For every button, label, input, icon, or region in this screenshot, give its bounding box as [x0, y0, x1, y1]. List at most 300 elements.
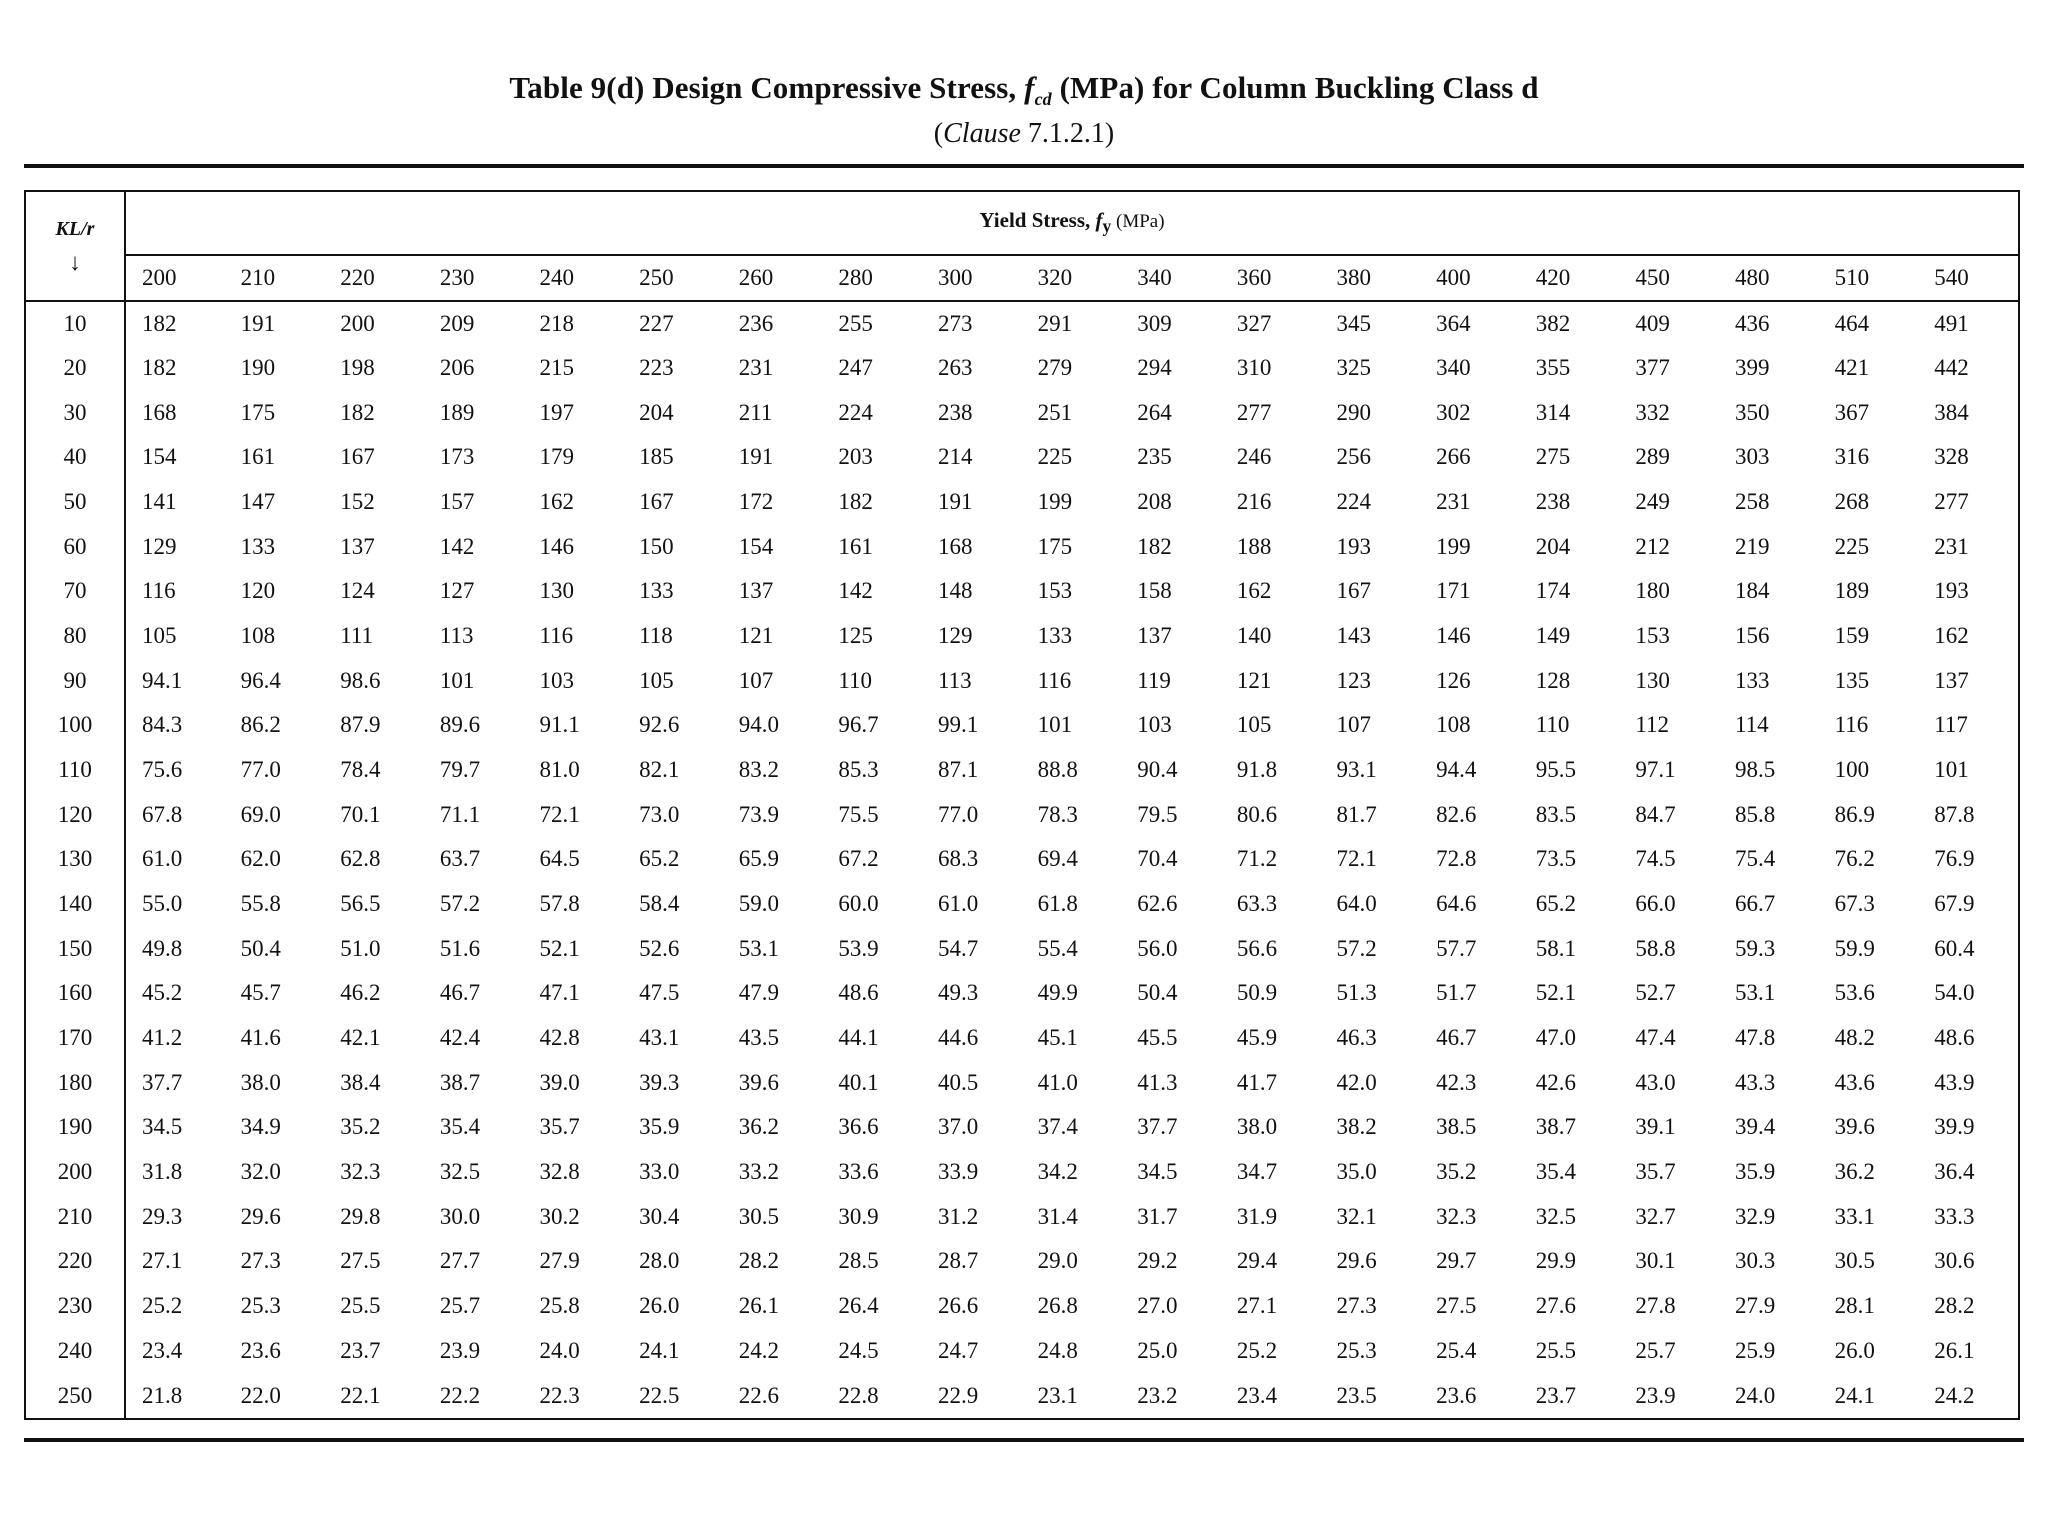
table-cell: 45.5 — [1137, 1025, 1178, 1051]
table-cell: 42.0 — [1336, 1069, 1377, 1095]
row-klr-label: 90 — [26, 658, 125, 703]
table-cell: 116 — [539, 623, 574, 649]
table-cell: 121 — [1236, 667, 1272, 693]
table-cell: 32.1 — [1336, 1203, 1377, 1229]
table-cell: 24.0 — [539, 1337, 580, 1363]
table-cell: 34.7 — [1236, 1159, 1278, 1185]
table-cell: 108 — [240, 623, 276, 649]
table-cell: 291 — [1037, 310, 1073, 336]
table-cell: 367 — [1834, 399, 1870, 425]
title-prefix: Table 9(d) Design Compressive Stress, — [509, 70, 1025, 105]
table-cell: 90.4 — [1137, 757, 1178, 783]
table-cell: 29.7 — [1436, 1248, 1477, 1274]
column-header-fy-420: 420 — [1520, 255, 1620, 301]
table-cell: 113 — [439, 623, 474, 649]
table-cell: 23.7 — [340, 1337, 381, 1363]
table-cell: 28.0 — [639, 1248, 680, 1274]
table-cell: 45.1 — [1037, 1025, 1078, 1051]
column-header-fy-360: 360 — [1221, 255, 1321, 301]
table-cell: 29.6 — [240, 1203, 281, 1229]
table-cell: 25.5 — [340, 1293, 381, 1319]
table-cell: 103 — [1137, 712, 1172, 738]
table-cell: 32.3 — [1436, 1203, 1477, 1229]
top-rule — [24, 164, 2024, 168]
table-cell: 56.5 — [340, 891, 381, 917]
table-cell: 32.7 — [1635, 1203, 1676, 1229]
table-cell: 294 — [1137, 355, 1172, 380]
table-cell: 96.4 — [240, 667, 281, 693]
table-cell: 38.7 — [439, 1069, 481, 1095]
table-cell: 184 — [1735, 578, 1770, 604]
table-cell: 24.7 — [938, 1337, 979, 1363]
table-cell: 51.7 — [1436, 980, 1477, 1006]
table-cell: 38.0 — [240, 1069, 281, 1095]
table-cell: 464 — [1834, 310, 1870, 336]
table-cell: 191 — [738, 444, 774, 470]
table-row — [26, 1194, 2018, 1239]
table-cell: 60.0 — [838, 891, 879, 917]
table-row — [26, 926, 2018, 971]
table-cell: 56.0 — [1137, 935, 1178, 961]
row-klr-label: 10 — [26, 301, 125, 346]
table-cell: 148 — [938, 578, 973, 604]
table-cell: 289 — [1635, 444, 1670, 470]
table-cell: 173 — [439, 444, 475, 470]
table-cell: 235 — [1137, 444, 1172, 470]
table-cell: 182 — [838, 489, 873, 515]
row-klr-label: 80 — [26, 614, 125, 659]
table-cell: 66.0 — [1635, 891, 1676, 917]
table-cell: 73.5 — [1535, 846, 1576, 872]
table-cell: 53.6 — [1834, 980, 1875, 1006]
table-cell: 72.1 — [1336, 846, 1377, 872]
bottom-rule — [24, 1438, 2024, 1442]
table-cell: 92.6 — [639, 712, 680, 738]
table-cell: 223 — [639, 355, 674, 380]
table-cell: 35.4 — [1535, 1159, 1576, 1185]
table-cell: 57.2 — [439, 891, 481, 917]
table-cell: 76.2 — [1834, 846, 1875, 872]
table-cell: 161 — [838, 533, 873, 559]
table-cell: 87.1 — [938, 757, 979, 783]
table-cell: 29.0 — [1037, 1248, 1078, 1274]
column-header-fy-510: 510 — [1819, 255, 1919, 301]
table-cell: 32.8 — [539, 1159, 580, 1185]
table-cell: 153 — [1037, 578, 1073, 604]
table-cell: 87.9 — [340, 712, 381, 738]
table-cell: 146 — [539, 533, 574, 559]
table-cell: 42.6 — [1535, 1069, 1576, 1095]
table-cell: 182 — [142, 310, 177, 336]
table-cell: 147 — [240, 489, 276, 515]
table-cell: 137 — [1934, 667, 1969, 693]
table-cell: 75.4 — [1735, 846, 1776, 872]
row-klr-label: 20 — [26, 346, 125, 391]
table-cell: 34.9 — [240, 1114, 281, 1140]
table-cell: 22.5 — [639, 1382, 680, 1408]
table-cell: 23.9 — [1635, 1382, 1676, 1408]
table-cell: 27.5 — [340, 1248, 381, 1274]
table-row — [26, 1328, 2018, 1373]
table-cell: 84.3 — [142, 712, 183, 738]
table-cell: 26.1 — [738, 1293, 779, 1319]
table-cell: 436 — [1735, 310, 1770, 336]
table-cell: 175 — [240, 399, 276, 425]
table-cell: 44.1 — [838, 1025, 879, 1051]
table-cell: 149 — [1535, 623, 1571, 649]
table-cell: 31.8 — [142, 1159, 183, 1185]
row-klr-label: 130 — [26, 837, 125, 882]
table-cell: 43.3 — [1735, 1069, 1776, 1095]
table-cell: 103 — [539, 667, 574, 693]
table-cell: 48.6 — [838, 980, 879, 1006]
table-cell: 27.9 — [539, 1248, 580, 1274]
table-cell: 67.8 — [142, 801, 183, 827]
table-cell: 34.5 — [1137, 1159, 1178, 1185]
clause-word: Clause — [943, 118, 1021, 149]
table-cell: 59.9 — [1834, 935, 1875, 961]
table-cell: 25.3 — [1336, 1337, 1377, 1363]
table-cell: 399 — [1735, 355, 1770, 380]
table-cell: 107 — [1336, 712, 1371, 738]
table-cell: 75.5 — [838, 801, 879, 827]
row-klr-label: 120 — [26, 792, 125, 837]
table-cell: 79.7 — [439, 757, 481, 783]
table-cell: 231 — [738, 355, 774, 380]
table-cell: 31.2 — [938, 1203, 979, 1229]
table-cell: 309 — [1137, 310, 1172, 336]
table-row — [26, 1016, 2018, 1061]
table-cell: 29.6 — [1336, 1248, 1377, 1274]
table-cell: 80.6 — [1236, 801, 1278, 827]
column-header-fy-480: 480 — [1719, 255, 1819, 301]
table-cell: 112 — [1635, 712, 1670, 738]
table-cell: 67.2 — [838, 846, 879, 872]
table-cell: 77.0 — [240, 757, 281, 783]
table-cell: 133 — [1735, 667, 1770, 693]
table-cell: 35.2 — [1436, 1159, 1477, 1185]
table-cell: 43.1 — [639, 1025, 680, 1051]
table-cell: 98.5 — [1735, 757, 1776, 783]
table-cell: 137 — [738, 578, 774, 604]
table-cell: 57.8 — [539, 891, 580, 917]
table-cell: 39.1 — [1635, 1114, 1676, 1140]
table-cell: 325 — [1336, 355, 1371, 380]
table-row — [26, 1284, 2018, 1329]
table-cell: 157 — [439, 489, 475, 515]
table-cell: 203 — [838, 444, 873, 470]
table-cell: 46.7 — [439, 980, 481, 1006]
table-cell: 118 — [639, 623, 673, 649]
table-cell: 29.8 — [340, 1203, 381, 1229]
table-cell: 32.5 — [439, 1159, 481, 1185]
row-klr-label: 70 — [26, 569, 125, 614]
table-cell: 142 — [838, 578, 873, 604]
table-cell: 146 — [1436, 623, 1471, 649]
table-cell: 38.0 — [1236, 1114, 1278, 1140]
table-cell: 32.5 — [1535, 1203, 1576, 1229]
table-cell: 384 — [1934, 399, 1969, 425]
table-cell: 28.5 — [838, 1248, 879, 1274]
table-cell: 33.6 — [838, 1159, 879, 1185]
table-row — [26, 1239, 2018, 1284]
table-cell: 55.8 — [240, 891, 281, 917]
table-cell: 52.6 — [639, 935, 680, 961]
table-cell: 216 — [1236, 489, 1272, 515]
table-cell: 83.2 — [738, 757, 779, 783]
table-cell: 23.5 — [1336, 1382, 1377, 1408]
table-cell: 70.4 — [1137, 846, 1178, 872]
table-cell: 44.6 — [938, 1025, 979, 1051]
table-cell: 107 — [738, 667, 774, 693]
table-cell: 158 — [1137, 578, 1172, 604]
table-cell: 27.1 — [142, 1248, 183, 1274]
table-cell: 41.0 — [1037, 1069, 1078, 1095]
table-cell: 50.9 — [1236, 980, 1278, 1006]
table-cell: 31.7 — [1137, 1203, 1178, 1229]
table-cell: 141 — [142, 489, 177, 515]
table-cell: 23.1 — [1037, 1382, 1078, 1408]
table-cell: 193 — [1336, 533, 1371, 559]
row-klr-label: 190 — [26, 1105, 125, 1150]
table-cell: 82.6 — [1436, 801, 1477, 827]
stress-table-frame — [24, 190, 2020, 1420]
table-cell: 37.4 — [1037, 1114, 1078, 1140]
table-cell: 212 — [1635, 533, 1670, 559]
table-cell: 150 — [639, 533, 674, 559]
table-cell: 23.6 — [240, 1337, 281, 1363]
table-cell: 29.3 — [142, 1203, 183, 1229]
table-cell: 48.2 — [1834, 1025, 1875, 1051]
table-cell: 302 — [1436, 399, 1471, 425]
table-cell: 51.6 — [439, 935, 481, 961]
table-cell: 59.0 — [738, 891, 779, 917]
table-cell: 99.1 — [938, 712, 979, 738]
row-klr-label: 150 — [26, 926, 125, 971]
table-cell: 36.6 — [838, 1114, 879, 1140]
table-cell: 82.1 — [639, 757, 680, 783]
table-cell: 32.9 — [1735, 1203, 1776, 1229]
table-cell: 197 — [539, 399, 574, 425]
table-cell: 303 — [1735, 444, 1770, 470]
table-cell: 421 — [1834, 355, 1870, 380]
table-cell: 26.8 — [1037, 1293, 1078, 1319]
table-cell: 42.3 — [1436, 1069, 1477, 1095]
table-cell: 30.0 — [439, 1203, 481, 1229]
table-cell: 130 — [1635, 667, 1670, 693]
table-cell: 53.1 — [738, 935, 779, 961]
yield-stress-unit: (MPa) — [1111, 211, 1165, 233]
table-cell: 83.5 — [1535, 801, 1576, 827]
table-cell: 52.7 — [1635, 980, 1676, 1006]
table-cell: 30.3 — [1735, 1248, 1776, 1274]
table-cell: 57.2 — [1336, 935, 1377, 961]
table-cell: 58.8 — [1635, 935, 1676, 961]
table-cell: 36.2 — [1834, 1159, 1875, 1185]
column-header-fy-320: 320 — [1022, 255, 1122, 301]
table-cell: 41.7 — [1236, 1069, 1278, 1095]
column-header-fy-340: 340 — [1121, 255, 1221, 301]
table-cell: 38.4 — [340, 1069, 381, 1095]
table-cell: 111 — [340, 623, 374, 649]
table-cell: 133 — [1037, 623, 1073, 649]
table-cell: 69.0 — [240, 801, 281, 827]
table-cell: 23.2 — [1137, 1382, 1178, 1408]
down-arrow-icon: ↓ — [69, 250, 81, 276]
column-header-fy-540: 540 — [1918, 255, 2018, 301]
table-cell: 204 — [1535, 533, 1571, 559]
table-cell: 23.7 — [1535, 1382, 1576, 1408]
table-cell: 199 — [1037, 489, 1073, 515]
table-cell: 49.9 — [1037, 980, 1078, 1006]
table-cell: 179 — [539, 444, 574, 470]
table-cell: 49.3 — [938, 980, 979, 1006]
table-cell: 45.2 — [142, 980, 183, 1006]
table-cell: 42.1 — [340, 1025, 381, 1051]
table-cell: 172 — [738, 489, 774, 515]
table-cell: 105 — [1236, 712, 1272, 738]
table-cell: 43.0 — [1635, 1069, 1676, 1095]
table-cell: 120 — [240, 578, 276, 604]
table-cell: 81.7 — [1336, 801, 1377, 827]
table-cell: 137 — [1137, 623, 1172, 649]
table-cell: 67.3 — [1834, 891, 1875, 917]
table-cell: 58.4 — [639, 891, 680, 917]
table-cell: 22.6 — [738, 1382, 779, 1408]
table-cell: 31.9 — [1236, 1203, 1278, 1229]
table-cell: 442 — [1934, 355, 1969, 380]
table-cell: 143 — [1336, 623, 1371, 649]
row-klr-label: 180 — [26, 1060, 125, 1105]
table-cell: 25.9 — [1735, 1337, 1776, 1363]
table-cell: 55.4 — [1037, 935, 1078, 961]
table-cell: 52.1 — [539, 935, 580, 961]
table-cell: 225 — [1037, 444, 1073, 470]
table-cell: 38.7 — [1535, 1114, 1576, 1140]
yield-stress-subscript: y — [1102, 216, 1112, 237]
table-cell: 219 — [1735, 533, 1770, 559]
title-subscript: cd — [1034, 89, 1052, 110]
table-cell: 33.1 — [1834, 1203, 1875, 1229]
table-row — [26, 435, 2018, 480]
yield-stress-symbol: f — [1095, 208, 1103, 233]
table-row — [26, 748, 2018, 793]
table-cell: 204 — [639, 399, 674, 425]
table-cell: 25.5 — [1535, 1337, 1576, 1363]
table-cell: 189 — [1834, 578, 1870, 604]
table-cell: 61.8 — [1037, 891, 1078, 917]
table-cell: 39.6 — [738, 1069, 779, 1095]
table-row — [26, 346, 2018, 391]
table-cell: 211 — [738, 399, 773, 425]
table-row — [26, 480, 2018, 525]
table-cell: 84.7 — [1635, 801, 1676, 827]
table-cell: 32.0 — [240, 1159, 281, 1185]
table-cell: 22.0 — [240, 1382, 281, 1408]
klr-header-label: KL/r — [55, 218, 95, 240]
table-cell: 35.2 — [340, 1114, 381, 1140]
table-cell: 121 — [738, 623, 774, 649]
table-cell: 214 — [938, 444, 973, 470]
table-cell: 108 — [1436, 712, 1471, 738]
table-cell: 86.9 — [1834, 801, 1875, 827]
row-klr-label: 200 — [26, 1150, 125, 1195]
table-cell: 37.0 — [938, 1114, 979, 1140]
table-cell: 27.8 — [1635, 1293, 1676, 1319]
title-suffix: (MPa) for Column Buckling Class d — [1051, 70, 1539, 105]
table-cell: 39.3 — [639, 1069, 680, 1095]
table-cell: 35.4 — [439, 1114, 481, 1140]
table-cell: 255 — [838, 310, 873, 336]
table-cell: 159 — [1834, 623, 1870, 649]
table-cell: 69.4 — [1037, 846, 1078, 872]
table-cell: 200 — [340, 310, 375, 336]
table-cell: 94.0 — [738, 712, 779, 738]
table-row — [26, 837, 2018, 882]
table-cell: 105 — [142, 623, 177, 649]
table-cell: 23.4 — [1236, 1382, 1278, 1408]
table-cell: 246 — [1236, 444, 1272, 470]
table-cell: 310 — [1236, 355, 1272, 380]
table-cell: 64.5 — [539, 846, 580, 872]
table-cell: 25.4 — [1436, 1337, 1477, 1363]
table-cell: 73.9 — [738, 801, 779, 827]
table-cell: 175 — [1037, 533, 1073, 559]
table-cell: 71.2 — [1236, 846, 1278, 872]
table-cell: 22.1 — [340, 1382, 381, 1408]
table-cell: 191 — [938, 489, 973, 515]
row-klr-label: 60 — [26, 524, 125, 569]
table-cell: 247 — [838, 355, 873, 380]
table-row — [26, 1105, 2018, 1150]
table-cell: 23.9 — [439, 1337, 481, 1363]
column-header-fy-400: 400 — [1420, 255, 1520, 301]
row-klr-label: 230 — [26, 1284, 125, 1329]
table-cell: 364 — [1436, 310, 1471, 336]
table-cell: 273 — [938, 310, 973, 336]
table-cell: 26.0 — [639, 1293, 680, 1319]
table-cell: 101 — [1934, 757, 1969, 783]
table-cell: 127 — [439, 578, 475, 604]
table-cell: 50.4 — [240, 935, 281, 961]
table-cell: 238 — [1535, 489, 1571, 515]
table-cell: 35.7 — [539, 1114, 580, 1140]
table-cell: 55.0 — [142, 891, 183, 917]
column-header-row — [26, 255, 2018, 301]
table-cell: 133 — [639, 578, 674, 604]
table-cell: 25.8 — [539, 1293, 580, 1319]
table-cell: 22.3 — [539, 1382, 580, 1408]
table-cell: 94.1 — [142, 667, 183, 693]
table-cell: 24.5 — [838, 1337, 879, 1363]
table-cell: 215 — [539, 355, 574, 380]
table-cell: 61.0 — [142, 846, 183, 872]
table-cell: 25.7 — [439, 1293, 481, 1319]
table-cell: 47.5 — [639, 980, 680, 1006]
table-cell: 110 — [838, 667, 873, 693]
row-klr-label: 170 — [26, 1016, 125, 1061]
table-cell: 43.9 — [1934, 1069, 1975, 1095]
table-cell: 27.3 — [240, 1248, 281, 1274]
table-cell: 129 — [938, 623, 973, 649]
table-cell: 21.8 — [142, 1382, 183, 1408]
column-header-fy-200: 200 — [125, 255, 225, 301]
table-cell: 48.6 — [1934, 1025, 1975, 1051]
table-cell: 290 — [1336, 399, 1371, 425]
row-klr-label: 110 — [26, 748, 125, 793]
stress-table — [26, 192, 2018, 1418]
table-cell: 198 — [340, 355, 375, 380]
